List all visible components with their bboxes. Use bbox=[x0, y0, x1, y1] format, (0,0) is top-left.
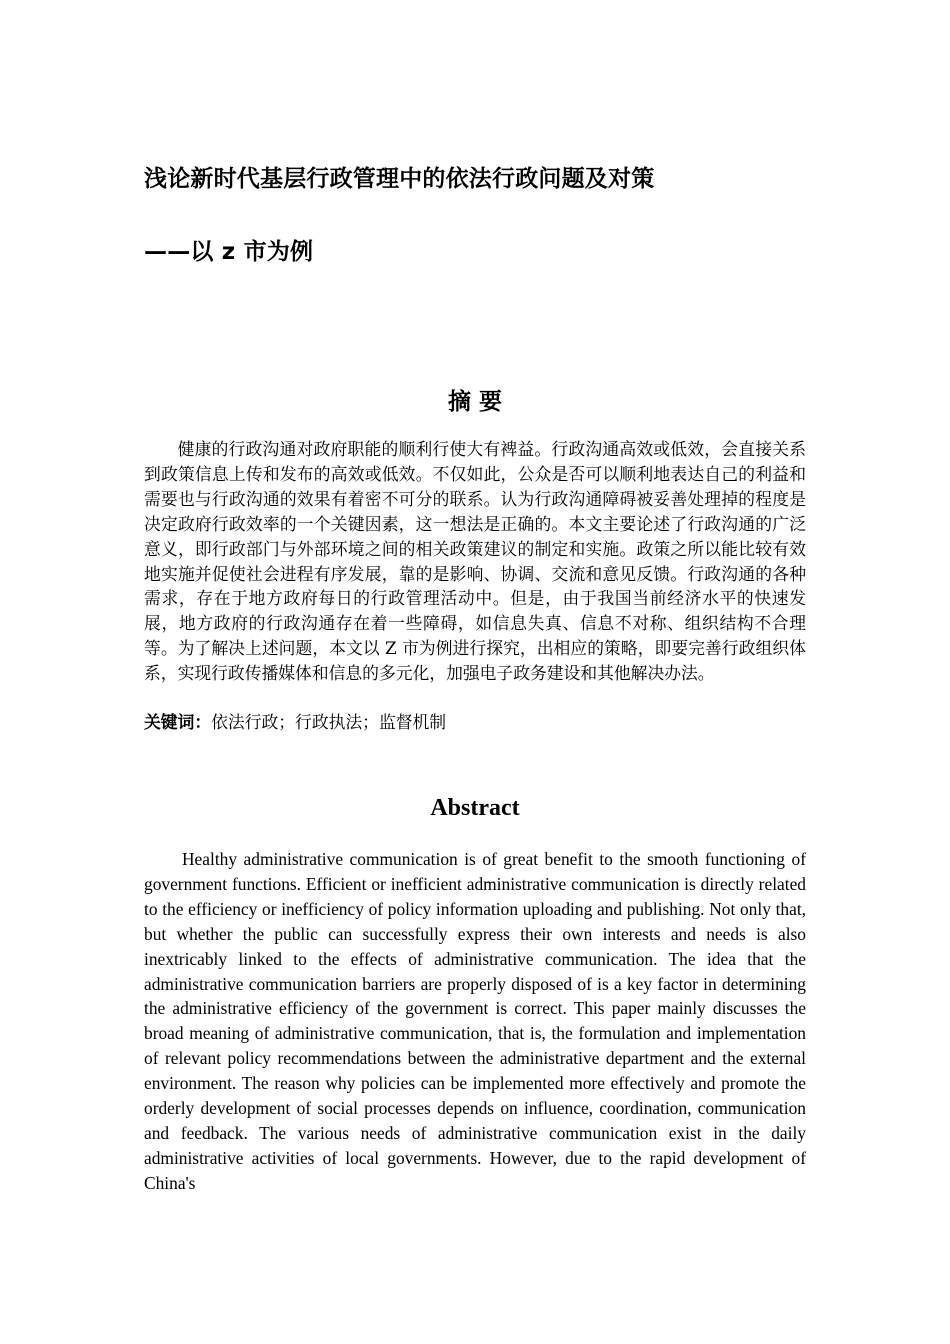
chinese-abstract-body: 健康的行政沟通对政府职能的顺利行使大有裨益。行政沟通高效或低效，会直接关系到政策信息上传和发布的高效或低效。不仅如此，公众是否可以顺利地表达自己的利益和需要也与行政沟通的效果有着密不可分的联系。认为行政沟通障碍被妥善处理掉的程度是决定政府行政效率的一个关键因素，这一想法是正确的。本文主要论述了行政沟通的广泛意义，即行政部门与外部环境之间的相关政策建议的制定和实施。政策之所以能比较有效地实施并促使社会进程有序发展，靠的是影响、协调、交流和意见反馈。行政沟通的各种需求，存在于地方政府每日的行政管理活动中。但是，由于我国当前经济水平的快速发展，地方政府的行政沟通存在着一些障碍，如信息失真、信息不对称、组织结构不合理等。为了解决上述问题，本文以 Z 市为例进行探究，出相应的策略，即要完善行政组织体系，实现行政传播媒体和信息的多元化，加强电子政务建设和其他解决办法。 bbox=[144, 439, 806, 684]
document-title: 浅论新时代基层行政管理中的依法行政问题及对策 bbox=[144, 166, 655, 192]
keywords-label: 关键词： bbox=[144, 712, 212, 732]
english-abstract-body: Healthy administrative communication is of great benefit to the smooth functioning of government functions. Efficient or inefficient administrative communication is directly related to the efficiency or inefficiency of policy information uploading and publishing. Not only that, but whether the public can successfully express their own interests and needs is also inextricably linked to the effects of administrative communication. The idea that the administrative communication barriers are properly disposed of is a key factor in determining the administrative efficiency of the government is correct. This paper mainly discusses the broad meaning of administrative communication, that is, the formulation and implementation of relevant policy recommendations between the administrative department and the external environment. The reason why policies can be implemented more effectively and promote the orderly development of social processes depends on influence, coordination, communication and feedback. The various needs of administrative communication exist in the daily administrative activities of local governments. However, due to the rapid development of China's bbox=[144, 849, 806, 1193]
document-subtitle: ——以 z 市为例 bbox=[144, 239, 314, 265]
chinese-abstract-heading: 摘要 bbox=[448, 389, 510, 415]
keywords-text: 依法行政；行政执法；监督机制 bbox=[211, 712, 447, 732]
english-abstract-heading: Abstract bbox=[430, 795, 520, 821]
keywords-line bbox=[144, 710, 806, 736]
